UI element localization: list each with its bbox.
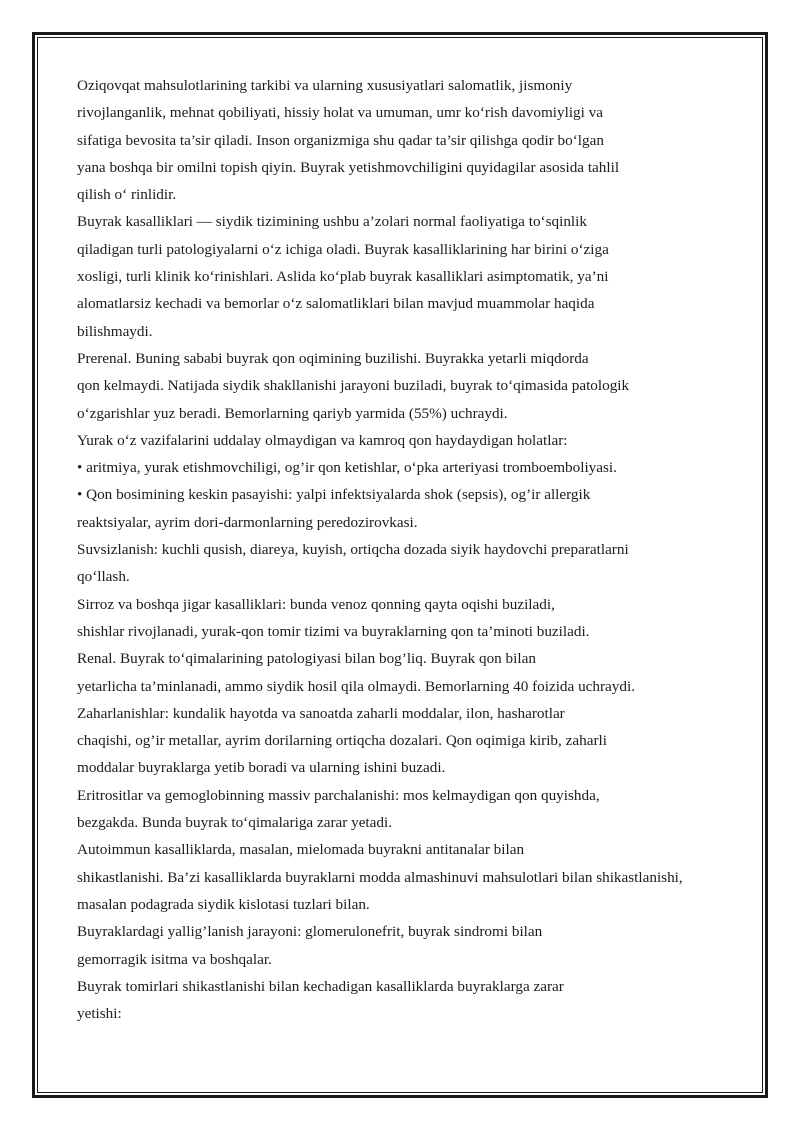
text-line: Eritrositlar va gemoglobinning massiv parchalanishi: mos kelmaydigan qon quyishda, xyxy=(77,786,600,804)
text-line: yetishi: xyxy=(77,1005,122,1023)
text-line: Renal. Buyrak to‘qimalarining patologiyasi bilan bog’liq. Buyrak qon bilan xyxy=(77,650,536,668)
text-line: Prerenal. Buning sababi buyrak qon oqimining buzilishi. Buyrakka yetarli miqdorda xyxy=(77,349,589,367)
text-line: Buyrak tomirlari shikastlanishi bilan kechadigan kasalliklarda buyraklarga zarar xyxy=(77,977,564,995)
text-line: qiladigan turli patologiyalarni o‘z ichiga oladi. Buyrak kasalliklarining har birini o‘ziga xyxy=(77,240,609,258)
text-line: chaqishi, og’ir metallar, ayrim dorilarning ortiqcha dozalari. Qon oqimiga kirib, zaharli xyxy=(77,732,607,750)
text-line: shishlar rivojlanadi, yurak-qon tomir tizimi va buyraklarning qon ta’minoti buziladi. xyxy=(77,622,590,640)
text-line: qon kelmaydi. Natijada siydik shakllanishi jarayoni buziladi, buyrak to‘qimasida patologik xyxy=(77,377,630,395)
text-line: shikastlanishi. Ba’zi kasalliklarda buyraklarni modda almashinuvi mahsulotlari bilan shikastlanishi, xyxy=(77,868,683,886)
text-line: sifatiga bevosita ta’sir qiladi. Inson organizmiga shu qadar ta’sir qilishga qodir bo‘lgan xyxy=(77,131,604,149)
text-line: Oziqovqat mahsulotlarining tarkibi va ularning xususiyatlari salomatlik, jismoniy xyxy=(77,77,573,94)
text-line: qilish o‘ rinlidir. xyxy=(77,186,177,204)
text-line: bezgakda. Bunda buyrak to‘qimalariga zarar yetadi. xyxy=(77,814,392,832)
text-line: • Qon bosimining keskin pasayishi: yalpi infektsiyalarda shok (sepsis), og’ir allergik xyxy=(77,486,591,504)
text-line: yana boshqa bir omilni topish qiyin. Buyrak yetishmovchiligini quyidagilar asosida tahlil xyxy=(77,158,620,176)
text-line: • aritmiya, yurak etishmovchiligi, og’ir qon ketishlar, o‘pka arteriyasi tromboemboliyasi. xyxy=(77,459,617,477)
text-line: o‘zgarishlar yuz beradi. Bemorlarning qariyb yarmida (55%) uchraydi. xyxy=(77,404,508,422)
text-line: alomatlarsiz kechadi va bemorlar o‘z salomatliklari bilan mavjud muammolar haqida xyxy=(77,295,595,313)
text-line: qo‘llash. xyxy=(77,568,130,586)
text-line: reaktsiyalar, ayrim dori-darmonlarning peredozirovkasi. xyxy=(77,513,418,531)
text-line: moddalar buyraklarga yetib boradi va ularning ishini buzadi. xyxy=(77,759,446,777)
text-line: xosligi, turli klinik ko‘rinishlari. Aslida ko‘plab buyrak kasalliklari asimptomatik, ya’ni xyxy=(77,268,609,286)
text-line: yetarlicha ta’minlanadi, ammo siydik hosil qila olmaydi. Bemorlarning 40 foizida uchraydi. xyxy=(77,677,635,695)
text-line: bilishmaydi. xyxy=(77,322,153,340)
text-line: masalan podagrada siydik kislotasi tuzlari bilan. xyxy=(77,895,370,913)
text-line: Suvsizlanish: kuchli qusish, diareya, kuyish, ortiqcha dozada siyik haydovchi preparatlarni xyxy=(77,541,629,559)
text-line: Sirroz va boshqa jigar kasalliklari: bunda venoz qonning qayta oqishi buziladi, xyxy=(77,595,555,613)
text-line: Buyraklardagi yallig’lanish jarayoni: glomerulonefrit, buyrak sindromi bilan xyxy=(77,923,543,941)
text-line: Buyrak kasalliklari — siydik tizimining ushbu a’zolari normal faoliyatiga to‘sqinlik xyxy=(77,213,587,231)
text-line: rivojlanganlik, mehnat qobiliyati, hissiy holat va umuman, umr ko‘rish davomiyligi va xyxy=(77,104,604,122)
text-line: gemorragik isitma va boshqalar. xyxy=(77,950,272,968)
text-line: Autoimmun kasalliklarda, masalan, mielomada buyrakni antitanalar bilan xyxy=(77,841,525,859)
text-line: Yurak o‘z vazifalarini uddalay olmaydigan va kamroq qon haydaydigan holatlar: xyxy=(77,431,568,449)
text-line: Zaharlanishlar: kundalik hayotda va sanoatda zaharli moddalar, ilon, hasharotlar xyxy=(77,704,565,722)
document-body xyxy=(77,72,757,1027)
